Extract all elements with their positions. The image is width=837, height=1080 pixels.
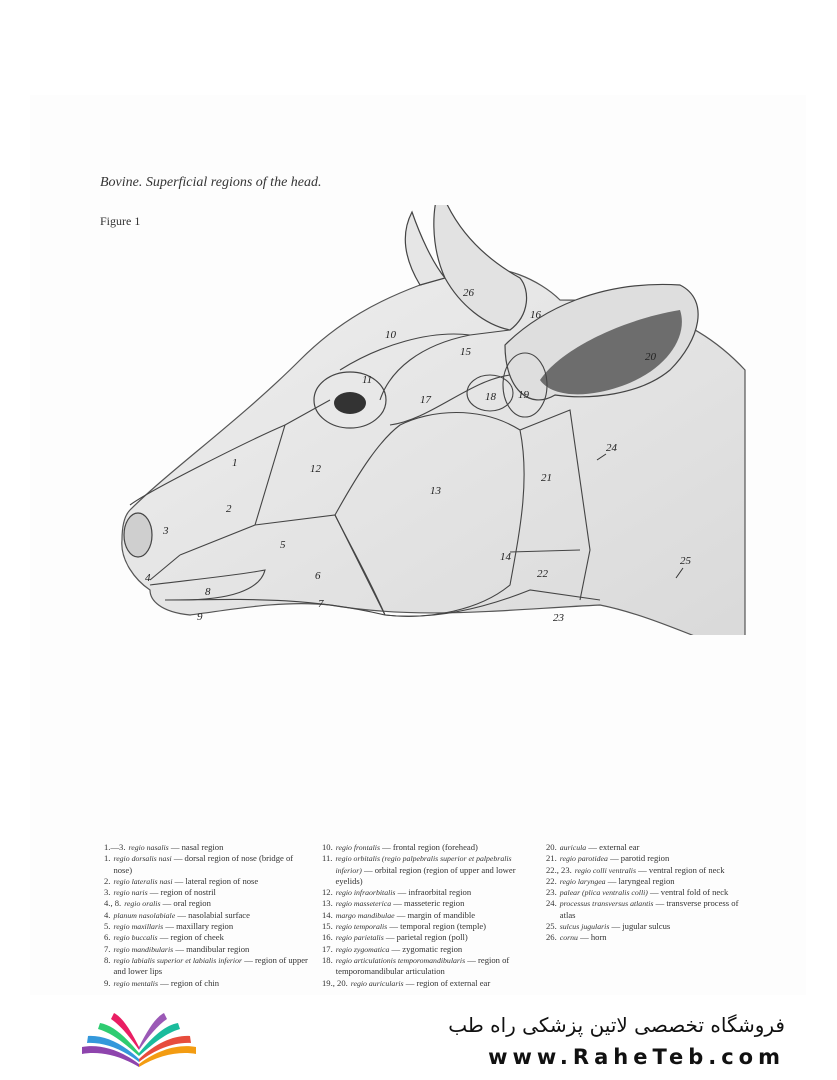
legend-english: — mandibular region bbox=[175, 943, 250, 954]
label-25: 25 bbox=[680, 555, 691, 567]
legend-number: 23. bbox=[546, 887, 557, 898]
eye bbox=[334, 392, 366, 414]
legend-english: — region of nostril bbox=[149, 887, 216, 898]
legend-english: — region of cheek bbox=[159, 932, 224, 943]
legend-english: — region of external ear bbox=[405, 977, 491, 988]
legend-item bbox=[546, 887, 756, 898]
legend-item bbox=[322, 932, 534, 943]
legend-text bbox=[560, 876, 675, 887]
legend-text bbox=[336, 910, 475, 921]
label-9: 9 bbox=[197, 611, 203, 623]
legend-text bbox=[124, 898, 211, 909]
legend-english: — region of chin bbox=[160, 977, 220, 988]
legend-text bbox=[336, 921, 486, 932]
legend-text bbox=[336, 944, 462, 955]
legend-latin: sulcus jugularis bbox=[559, 922, 610, 932]
legend-english: — region of upper and lower lips bbox=[113, 954, 308, 977]
legend-english: — orbital region (region of upper and lower eyelids) bbox=[335, 864, 516, 886]
legend-english: — laryngeal region bbox=[607, 875, 675, 886]
legend-item bbox=[322, 898, 534, 909]
legend-item bbox=[546, 921, 756, 932]
legend-number: 17. bbox=[322, 943, 333, 954]
legend-number: 2. bbox=[104, 875, 111, 886]
label-4: 4 bbox=[145, 572, 151, 584]
legend-english: — zygomatic region bbox=[391, 943, 463, 954]
legend-item bbox=[104, 876, 312, 887]
legend-text bbox=[336, 898, 465, 909]
legend-number: 3. bbox=[104, 887, 111, 898]
legend-item bbox=[104, 842, 312, 853]
legend-item bbox=[322, 955, 534, 978]
legend-english: — maxillary region bbox=[165, 921, 234, 932]
legend-item bbox=[546, 853, 756, 864]
legend-english: — dorsal region of nose (bridge of nose) bbox=[113, 853, 294, 875]
legend-latin: regio colli ventralis bbox=[574, 865, 636, 875]
legend-number: 11. bbox=[322, 853, 333, 864]
legend-latin: regio parotidea bbox=[559, 854, 608, 864]
legend-english: — region of temporomandibular articulation bbox=[335, 954, 510, 977]
legend-english: — jugular sulcus bbox=[611, 921, 671, 932]
legend-text bbox=[336, 887, 471, 898]
legend-english: — nasal region bbox=[170, 842, 224, 852]
legend-number: 1. bbox=[104, 853, 111, 864]
legend-text bbox=[575, 865, 725, 876]
legend-text bbox=[560, 932, 607, 943]
legend-item bbox=[322, 853, 534, 887]
legend-latin: regio buccalis bbox=[113, 933, 158, 943]
legend-latin: regio articulationis temporomandibularis bbox=[335, 955, 466, 965]
label-13: 13 bbox=[430, 485, 441, 497]
legend-text bbox=[113, 876, 258, 887]
legend-number: 9. bbox=[104, 977, 111, 988]
legend-text bbox=[336, 842, 478, 853]
legend-text bbox=[128, 842, 223, 853]
legend-number: 13. bbox=[322, 898, 333, 909]
legend-number: 14. bbox=[322, 909, 333, 920]
legend-latin: regio laryngea bbox=[559, 876, 606, 886]
legend-latin: regio naris bbox=[113, 888, 148, 898]
legend-number: 20. bbox=[546, 842, 557, 852]
store-url[interactable]: www.RaheTeb.com bbox=[488, 1045, 785, 1069]
label-6: 6 bbox=[315, 570, 321, 582]
legend-number: 5. bbox=[104, 921, 111, 932]
legend-number: 25. bbox=[546, 921, 557, 932]
figure-title: Bovine. Superficial regions of the head. bbox=[100, 175, 322, 190]
legend-text bbox=[335, 853, 534, 887]
legend-text bbox=[336, 932, 468, 943]
label-7: 7 bbox=[318, 598, 324, 610]
legend-latin: regio dorsalis nasi bbox=[113, 854, 172, 864]
label-21: 21 bbox=[541, 472, 552, 484]
book-logo-icon bbox=[74, 1009, 204, 1069]
label-17: 17 bbox=[420, 394, 431, 406]
bovine-head-drawing bbox=[100, 205, 760, 635]
legend-latin: regio masseterica bbox=[335, 899, 392, 909]
legend-column-1 bbox=[104, 842, 312, 989]
legend-number: 1.—3. bbox=[104, 842, 126, 852]
label-18: 18 bbox=[485, 391, 496, 403]
legend-latin: regio temporalis bbox=[335, 922, 388, 932]
legend-latin: regio nasalis bbox=[128, 843, 169, 852]
legend-column-2 bbox=[322, 842, 534, 989]
legend-text bbox=[113, 978, 219, 989]
legend-latin: regio infraorbitalis bbox=[335, 888, 396, 898]
legend-column-3 bbox=[546, 842, 756, 944]
label-15: 15 bbox=[460, 346, 471, 358]
legend-text bbox=[113, 932, 223, 943]
legend-english: — transverse process of atlas bbox=[559, 898, 739, 920]
legend-number: 7. bbox=[104, 943, 111, 954]
legend-number: 18. bbox=[322, 954, 333, 965]
legend-item bbox=[104, 898, 312, 909]
legend-item bbox=[104, 978, 312, 989]
legend-english: — external ear bbox=[588, 842, 640, 852]
label-23: 23 bbox=[553, 612, 564, 624]
legend-latin: regio parietalis bbox=[335, 933, 384, 943]
legend-latin: cornu bbox=[559, 933, 578, 943]
legend-english: — lateral region of nose bbox=[174, 875, 259, 886]
legend-number: 4., 8. bbox=[104, 898, 122, 909]
legend-item bbox=[104, 910, 312, 921]
legend-latin: regio mentalis bbox=[113, 978, 158, 988]
legend-english: — temporal region (temple) bbox=[389, 921, 487, 932]
legend-english: — margin of mandible bbox=[396, 909, 476, 920]
legend-latin: regio mandibularis bbox=[113, 944, 174, 954]
legend-latin: regio oralis bbox=[124, 899, 161, 909]
legend-english: — masseteric region bbox=[393, 898, 465, 909]
label-2: 2 bbox=[226, 503, 232, 515]
legend-latin: processus transversus atlantis bbox=[559, 899, 654, 909]
label-22: 22 bbox=[537, 568, 548, 580]
legend-number: 6. bbox=[104, 932, 111, 943]
legend-item bbox=[546, 865, 756, 876]
legend-text bbox=[113, 910, 249, 921]
legend-latin: regio orbitalis (regio palpebralis superior et palpebralis inferior) bbox=[335, 854, 512, 875]
legend-latin: auricula bbox=[559, 843, 587, 852]
legend-english: — parotid region bbox=[610, 853, 670, 864]
label-8: 8 bbox=[205, 586, 211, 598]
legend-english: — oral region bbox=[162, 898, 211, 909]
label-26: 26 bbox=[463, 287, 474, 299]
legend-item bbox=[322, 842, 534, 853]
legend-number: 15. bbox=[322, 921, 333, 932]
legend-text bbox=[113, 944, 249, 955]
legend-number: 21. bbox=[546, 853, 557, 864]
legend-text bbox=[113, 955, 312, 978]
legend-latin: margo mandibulae bbox=[335, 910, 395, 920]
legend-latin: planum nasolabiale bbox=[113, 910, 176, 920]
legend-english: — ventral fold of neck bbox=[650, 887, 729, 898]
label-24: 24 bbox=[606, 442, 617, 454]
legend-item bbox=[546, 876, 756, 887]
label-14: 14 bbox=[500, 551, 511, 563]
legend-number: 24. bbox=[546, 898, 557, 909]
legend-text bbox=[560, 921, 670, 932]
legend-item bbox=[104, 853, 312, 876]
legend-latin: regio labialis superior et labialis inferior bbox=[113, 955, 243, 965]
legend-number: 22., 23. bbox=[546, 864, 572, 875]
legend-number: 12. bbox=[322, 887, 333, 898]
legend-item bbox=[104, 932, 312, 943]
legend-english: — infraorbital region bbox=[397, 887, 472, 898]
legend-item bbox=[546, 932, 756, 943]
legend-english: — parietal region (poll) bbox=[385, 932, 468, 943]
label-10: 10 bbox=[385, 329, 396, 341]
legend-number: 19., 20. bbox=[322, 977, 348, 988]
legend-english: — ventral region of neck bbox=[638, 864, 725, 875]
legend-item bbox=[104, 887, 312, 898]
legend-text bbox=[560, 887, 729, 898]
legend-number: 4. bbox=[104, 909, 111, 920]
legend-item bbox=[322, 887, 534, 898]
legend-item bbox=[104, 955, 312, 978]
legend-text bbox=[351, 978, 490, 989]
legend-item bbox=[546, 842, 756, 853]
legend-item bbox=[104, 944, 312, 955]
legend-text bbox=[113, 853, 312, 876]
legend-english: — horn bbox=[580, 932, 607, 943]
legend-item bbox=[322, 921, 534, 932]
legend-item bbox=[104, 921, 312, 932]
label-12: 12 bbox=[310, 463, 321, 475]
label-3: 3 bbox=[163, 525, 169, 537]
figure-number: Figure 1 bbox=[100, 214, 141, 228]
label-1: 1 bbox=[232, 457, 238, 469]
label-19: 19 bbox=[518, 389, 529, 401]
legend-latin: regio frontalis bbox=[335, 843, 381, 852]
legend-item bbox=[546, 898, 756, 921]
legend-english: — frontal region (forehead) bbox=[382, 842, 478, 852]
nostril bbox=[124, 513, 152, 557]
legend-latin: regio auricularis bbox=[350, 978, 404, 988]
store-name: فروشگاه تخصصی لاتین پزشکی راه طب bbox=[448, 1013, 785, 1037]
label-5: 5 bbox=[280, 539, 286, 551]
legend-item bbox=[322, 944, 534, 955]
legend-text bbox=[113, 921, 233, 932]
legend-number: 22. bbox=[546, 875, 557, 886]
legend-latin: regio maxillaris bbox=[113, 922, 164, 932]
legend-item bbox=[322, 978, 534, 989]
legend-number: 26. bbox=[546, 932, 557, 943]
label-11: 11 bbox=[362, 374, 373, 386]
label-16: 16 bbox=[530, 309, 541, 321]
legend-text bbox=[113, 887, 215, 898]
legend-english: — nasolabial surface bbox=[177, 909, 250, 920]
label-20: 20 bbox=[645, 351, 656, 363]
legend-number: 10. bbox=[322, 842, 333, 852]
legend-text bbox=[560, 842, 640, 853]
footer bbox=[0, 995, 837, 1080]
legend-number: 16. bbox=[322, 932, 333, 943]
legend-text bbox=[560, 853, 670, 864]
legend-text bbox=[336, 955, 534, 978]
legend-latin: regio zygomatica bbox=[335, 944, 390, 954]
legend-latin: regio lateralis nasi bbox=[113, 876, 173, 886]
legend-latin: palear (plica ventralis colli) bbox=[559, 888, 648, 898]
legend-number: 8. bbox=[104, 954, 111, 965]
legend-text bbox=[560, 898, 756, 921]
legend-item bbox=[322, 910, 534, 921]
